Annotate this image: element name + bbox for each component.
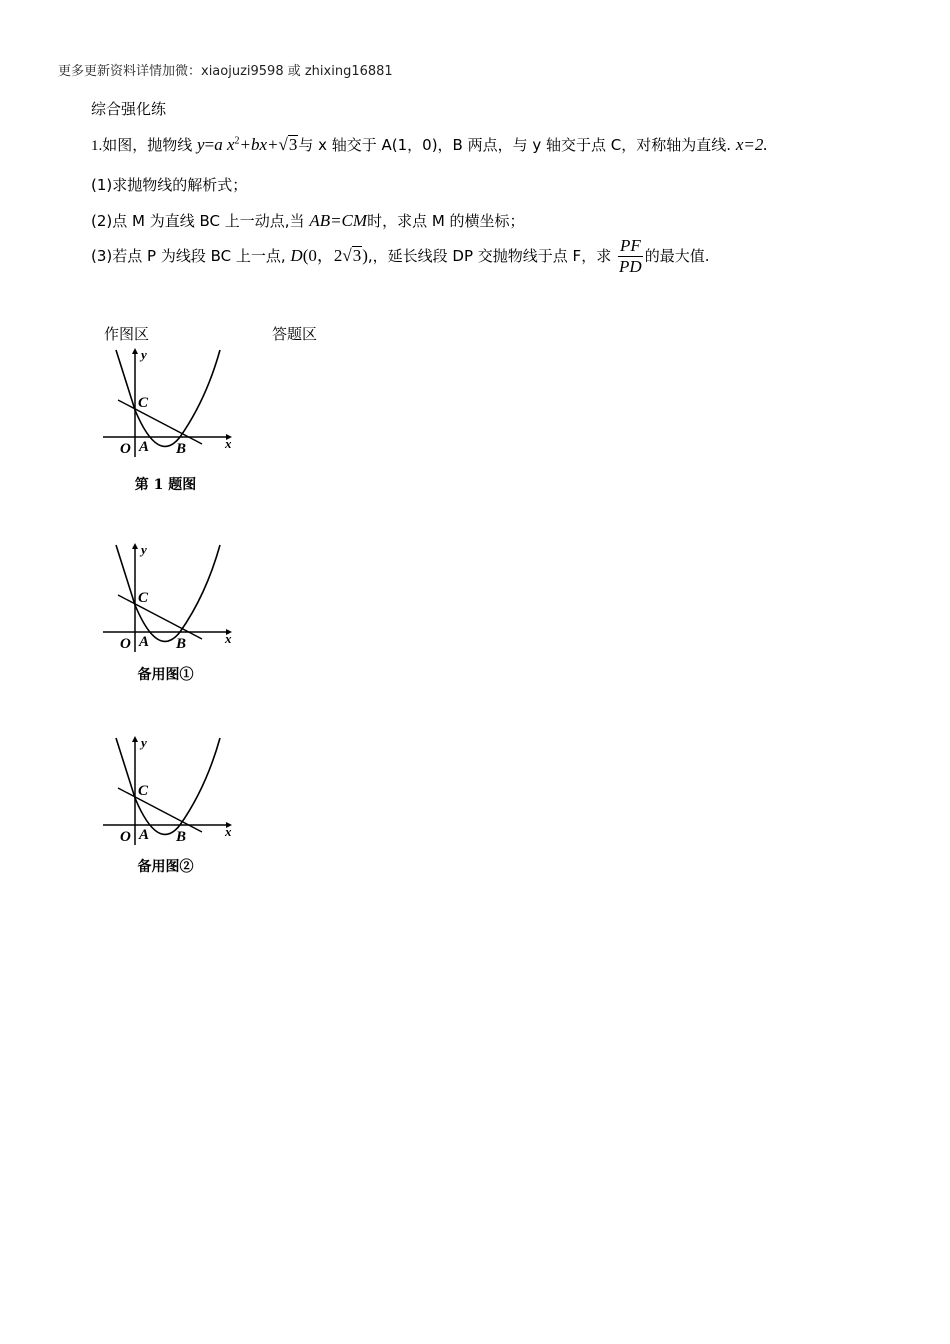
problem-stem [91, 134, 768, 155]
figure-spare-2 [98, 733, 233, 893]
parabola-graph [98, 733, 233, 848]
label-x: x [225, 631, 232, 646]
y-axis-arrow [132, 348, 138, 354]
parabola-curve [116, 738, 220, 834]
label-c: C [138, 590, 149, 606]
figure-caption: 备用图① [137, 667, 194, 683]
problem-number: 1. [91, 138, 103, 154]
section-title: 综合强化练 [91, 100, 167, 118]
drawing-area-label: 作图区 [104, 325, 150, 343]
label-c: C [138, 783, 149, 799]
label-b: B [176, 441, 187, 457]
stem-equation: y=a $x^2+bx+√3$ [197, 135, 298, 154]
q3-fraction: $\frac{PF}{PD}$ [619, 236, 642, 276]
parabola-curve [116, 350, 220, 446]
label-a: A [139, 439, 150, 455]
label-y: y [141, 347, 147, 362]
y-axis-arrow [132, 543, 138, 549]
q2-lead: (2)点 M 为直线 BC 上一动点,当 [91, 212, 305, 230]
question-3 [91, 236, 710, 277]
label-o: O [120, 829, 131, 845]
y-axis-arrow [132, 736, 138, 742]
header-contact-text: 更多更新资料详情加微：xiaojuzi9598 或 zhixing16881 [58, 64, 393, 79]
parabola-graph [98, 345, 233, 460]
label-a: A [139, 634, 150, 650]
q3-mid: ,，延长线段 DP 交抛物线于点 F，求 [367, 247, 612, 265]
label-o: O [120, 636, 131, 652]
stem-axis: x=2. [735, 135, 768, 154]
figure-caption: 第 1 题图 [134, 477, 197, 493]
q3-lead: (3)若点 P 为线段 BC 上一点, [91, 247, 286, 265]
stem-lead: 如图，抛物线 [102, 136, 193, 154]
label-x: x [225, 436, 232, 451]
q3-point: D(0，2√3) [290, 246, 368, 265]
label-o: O [120, 441, 131, 457]
q2-math: AB=CM [309, 211, 368, 230]
label-b: B [176, 829, 187, 845]
figure-caption: 备用图② [137, 859, 194, 875]
label-x: x [225, 824, 232, 839]
parabola-graph [98, 540, 233, 655]
label-y: y [141, 542, 147, 557]
figure-spare-1 [98, 540, 233, 700]
answer-area-label: 答题区 [272, 325, 318, 343]
label-y: y [141, 735, 147, 750]
label-b: B [176, 636, 187, 652]
stem-mid: 与 x 轴交于 A(1，0)，B 两点，与 y 轴交于点 C，对称轴为直线. [298, 136, 732, 154]
q3-tail: 的最大值. [644, 247, 710, 265]
parabola-curve [116, 545, 220, 641]
q2-tail: 时，求点 M 的横坐标； [367, 212, 525, 230]
question-2 [91, 210, 525, 231]
label-a: A [139, 827, 150, 843]
label-c: C [138, 395, 149, 411]
question-1: (1)求抛物线的解析式； [91, 176, 248, 194]
figure-main [98, 345, 233, 505]
